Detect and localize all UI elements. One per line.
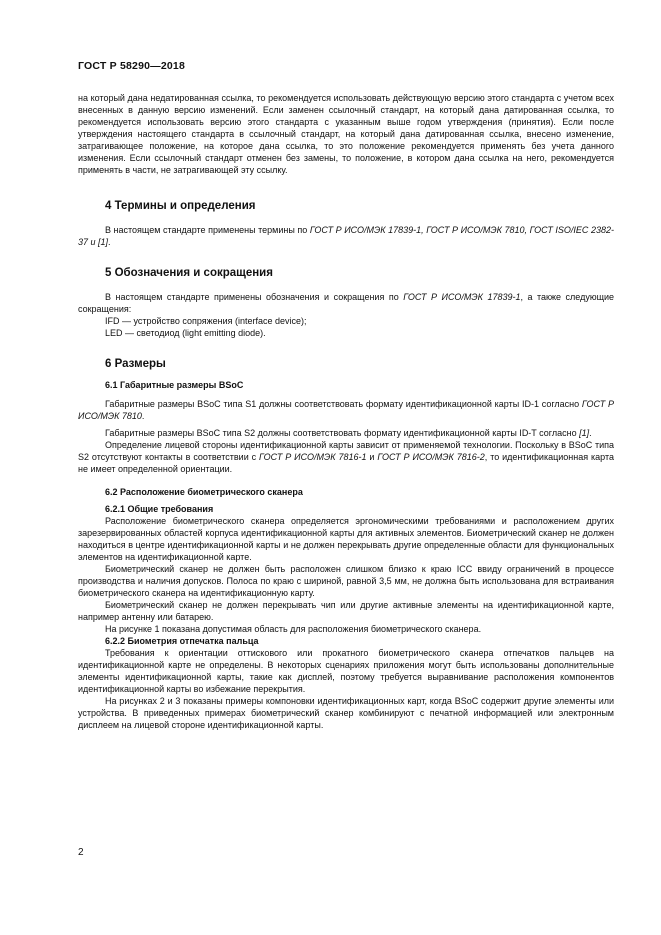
abbr-ifd: IFD — устройство сопряжения (interface device);: [105, 316, 307, 326]
s61-p2-end: .: [589, 428, 592, 438]
section-5-ref: ГОСТ Р ИСО/МЭК 17839-1: [403, 292, 521, 302]
section-5-heading: 5 Обозначения и сокращения: [105, 267, 273, 279]
s61-p3-ref-1: ГОСТ Р ИСО/МЭК 7816-1: [259, 452, 367, 462]
document-body: [78, 92, 614, 731]
section-6-heading: 6 Размеры: [105, 358, 166, 370]
section-6-2-1-paragraph-3: Биометрический сканер не должен перекрывать чип или другие активные элементы на идентификационной карте, например антенну или батарею.: [78, 600, 614, 622]
s61-p2-ref: [1]: [579, 428, 590, 438]
section-5-end: , а также следующие сокращения:: [78, 292, 615, 314]
s61-p3-text: Определение лицевой стороны идентификационной карты зависит от применяемой технологии. Поскольку в BSoC типа S2 отсутствуют контакты в соответствии с: [78, 440, 614, 462]
section-5-paragraph: [78, 291, 614, 315]
page-number: 2: [78, 847, 84, 858]
section-6-2-2-heading: 6.2.2 Биометрия отпечатка пальца: [105, 636, 259, 646]
section-6-2-1-paragraph-4: На рисунке 1 показана допустимая область для расположения биометрического сканера.: [105, 624, 482, 634]
section-6-1-paragraph-1: [78, 398, 614, 422]
section-6-1-heading: 6.1 Габаритные размеры BSoC: [105, 380, 244, 390]
section-4-paragraph: [78, 224, 614, 248]
section-5-text: В настоящем стандарте применены обозначения и сокращения по: [105, 292, 404, 302]
section-6-2-1-paragraph-2: Биометрический сканер не должен быть расположен слишком близко к краю ICC ввиду ограничений в процессе производства и наличия допусков. Полоса по краю с шириной, равной 3,5 мм, не должна быть использована для встраивания биометрического сканера на идентификационную карту.: [78, 564, 614, 598]
section-4-end: .: [108, 237, 111, 247]
section-6-1-paragraph-2: [78, 427, 614, 439]
s61-p1-text: Габаритные размеры BSoC типа S1 должны соответствовать формату идентификационной карты ID-1 согласно: [105, 399, 582, 409]
s61-p3-ref-2: ГОСТ Р ИСО/МЭК 7816-2: [377, 452, 485, 462]
section-6-2-heading: 6.2 Расположение биометрического сканера: [105, 487, 303, 497]
section-6-2-1-paragraph-1: Расположение биометрического сканера определяется эргономическими требованиями и расположением других зарезервированных областей корпуса идентификационной карты для активных элементов. Биометрический сканер не должен находиться в центре идентификационной карты и не должен перекрывать другие определенные области для функциональных элементов на идентификационной карте.: [78, 516, 614, 562]
section-4-text: В настоящем стандарте применены термины по: [105, 225, 310, 235]
s61-p3-and: и: [366, 452, 378, 462]
section-6-2-2-paragraph-2: На рисунках 2 и 3 показаны примеры компоновки идентификационных карт, когда BSoC содержит другие элементы или устройства. В приведенных примерах биометрический сканер комбинируют с печатной информацией или электронным дисплеем на лицевой стороне идентификационной карты.: [78, 696, 614, 730]
section-6-2-1-heading: 6.2.1 Общие требования: [105, 504, 214, 514]
intro-paragraph: на который дана недатированная ссылка, то рекомендуется использовать действующую версию этого стандарта с учетом всех внесенных в данную версию изменений. Если заменен ссылочный стандарт, на который дана датированная ссылка, то рекомендуется использовать версию этого стандарта с указанным выше годом утверждения (принятия). Если после утверждения настоящего стандарта в ссылочный стандарт, на который дана датированная ссылка, внесено изменение, затрагивающее положение, на которое дана ссылка, то это положение рекомендуется применять без учета данного изменения. Если ссылочный стандарт отменен без замены, то положение, в котором дана ссылка на него, рекомендуется применять в части, не затрагивающей эту ссылку.: [78, 93, 614, 175]
s61-p2-text: Габаритные размеры BSoC типа S2 должны соответствовать формату идентификационной карты ID-T согласно: [105, 428, 580, 438]
section-6-2-2-paragraph-1: Требования к ориентации оттискового или прокатного биометрического сканера отпечатков пальцев на идентификационной карте не определены. В некоторых сценариях приложения могут быть использованы дополнительные элементы идентификационной карты, такие как дисплей, поэтому требуется выравнивание расположения компонентов идентификационной карты во избежание перекрытия.: [78, 648, 614, 694]
document-header: ГОСТ Р 58290—2018: [78, 60, 186, 72]
abbr-led: LED — светодиод (light emitting diode).: [105, 328, 266, 338]
s61-p3-end: , то идентификационная карта не имеет определенной ориентации.: [78, 452, 614, 474]
s61-p1-end: .: [141, 411, 145, 421]
section-4-refs: ГОСТ Р ИСО/МЭК 17839-1, ГОСТ Р ИСО/МЭК 7810, ГОСТ ISO/IEC 2382-37 и [1]: [78, 225, 614, 247]
section-6-1-paragraph-3: [78, 439, 614, 475]
s61-p1-ref: ГОСТ Р ИСО/МЭК 7810: [78, 399, 614, 421]
section-4-heading: 4 Термины и определения: [105, 200, 256, 212]
